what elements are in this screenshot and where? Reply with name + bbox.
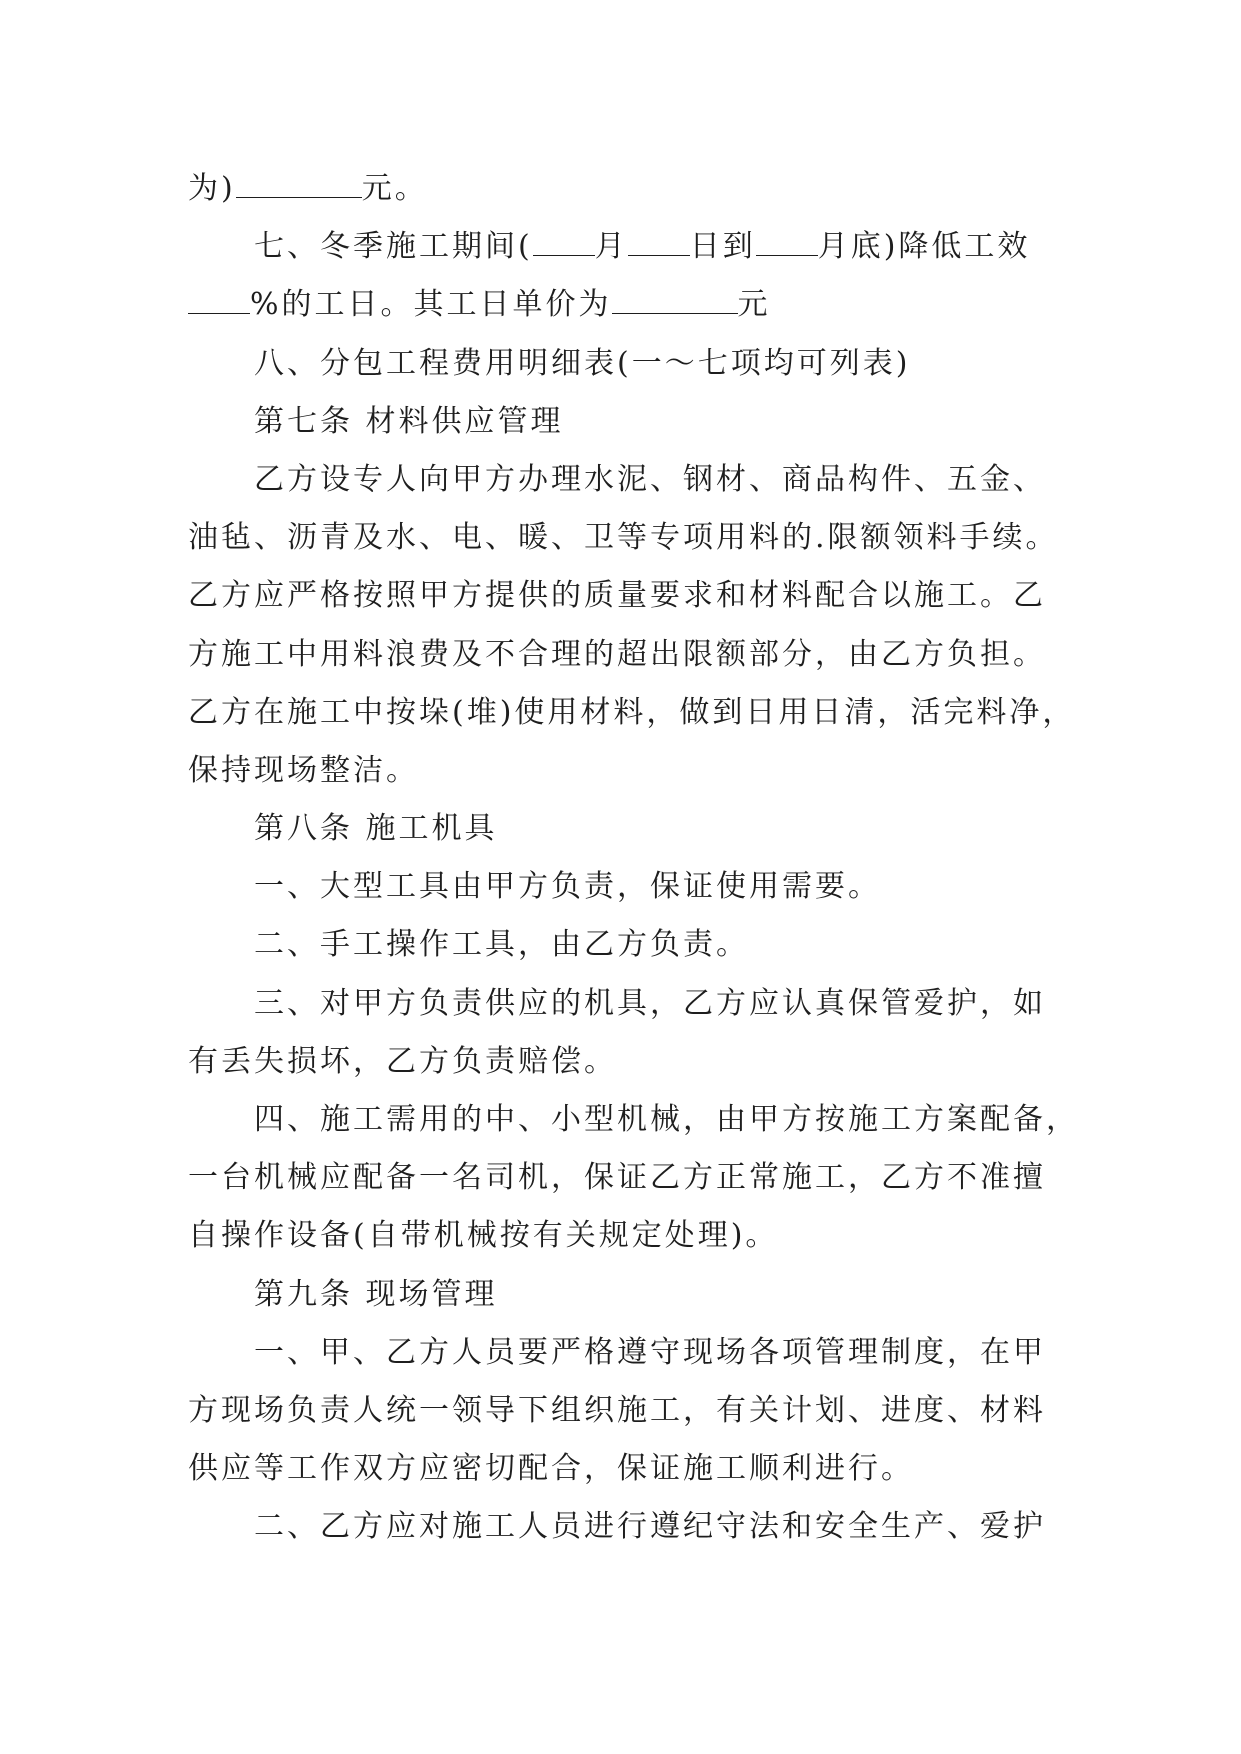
text-line-16: 有丢失损坏，乙方负责赔偿。: [188, 1043, 617, 1079]
text-line-21: 一、甲、乙方人员要严格遵守现场各项管理制度，在甲: [254, 1334, 1046, 1370]
text-line-4: 八、分包工程费用明细表(一～七项均可列表): [254, 345, 911, 381]
text-line-18: 一台机械应配备一名司机，保证乙方正常施工，乙方不准擅: [188, 1160, 1046, 1196]
text-line-24: 二、乙方应对施工人员进行遵纪守法和安全生产、爱护: [254, 1509, 1046, 1545]
text-line-11: 保持现场整洁。: [188, 752, 419, 788]
blank-month-underline: [756, 231, 818, 256]
text-line-2: [188, 218, 1060, 276]
text-line-7: 油毡、沥青及水、电、暖、卫等专项用料的.限额领料手续。: [188, 520, 1059, 556]
blank-percent-underline: [188, 289, 250, 314]
text-line-19: 自操作设备(自带机械按有关规定处理)。: [188, 1218, 779, 1254]
text-fragment: %的工日。其工日单价为: [250, 287, 612, 323]
text-line-17: 四、施工需用的中、小型机械，由甲方按施工方案配备，: [254, 1102, 1079, 1137]
blank-day-underline: [628, 231, 690, 256]
text-fragment: 元: [737, 287, 771, 323]
blank-price-underline: [612, 289, 738, 314]
text-fragment: 七、冬季施工期间(: [254, 229, 533, 265]
text-line-15: 三、对甲方负责供应的机具，乙方应认真保管爱护，如: [254, 985, 1046, 1021]
document-page: [188, 160, 1079, 1557]
text-line-14: 二、手工操作工具，由乙方负责。: [254, 927, 749, 963]
text-fragment: 日到: [689, 229, 756, 265]
blank-amount-underline: [236, 173, 362, 198]
text-line-6: 乙方设专人向甲方办理水泥、钢材、商品构件、五金、: [254, 461, 1046, 497]
text-fragment: 为): [188, 171, 236, 206]
text-line-13: 一、大型工具由甲方负责，保证使用需要。: [254, 869, 881, 905]
text-line-8: 乙方应严格按照甲方提供的质量要求和材料配合以施工。乙: [188, 578, 1046, 614]
article-heading-7: 第七条 材料供应管理: [254, 403, 564, 439]
blank-month-underline: [533, 231, 595, 256]
text-line-9: 方施工中用料浪费及不合理的超出限额部分，由乙方负担。: [188, 636, 1046, 672]
text-fragment: 月底)降低工效: [817, 229, 1031, 265]
text-fragment: 元。: [361, 171, 428, 206]
article-heading-8: 第八条 施工机具: [254, 811, 498, 847]
text-line-23: 供应等工作双方应密切配合，保证施工顺利进行。: [188, 1451, 914, 1487]
text-fragment: 月: [594, 229, 628, 265]
text-line-1: [188, 160, 1060, 218]
text-line-10: 乙方在施工中按垛(堆)使用材料，做到日用日清，活完料净，: [188, 694, 1076, 730]
text-line-3: [188, 276, 1060, 334]
text-line-22: 方现场负责人统一领导下组织施工，有关计划、进度、材料: [188, 1392, 1046, 1428]
article-heading-9: 第九条 现场管理: [254, 1276, 498, 1312]
